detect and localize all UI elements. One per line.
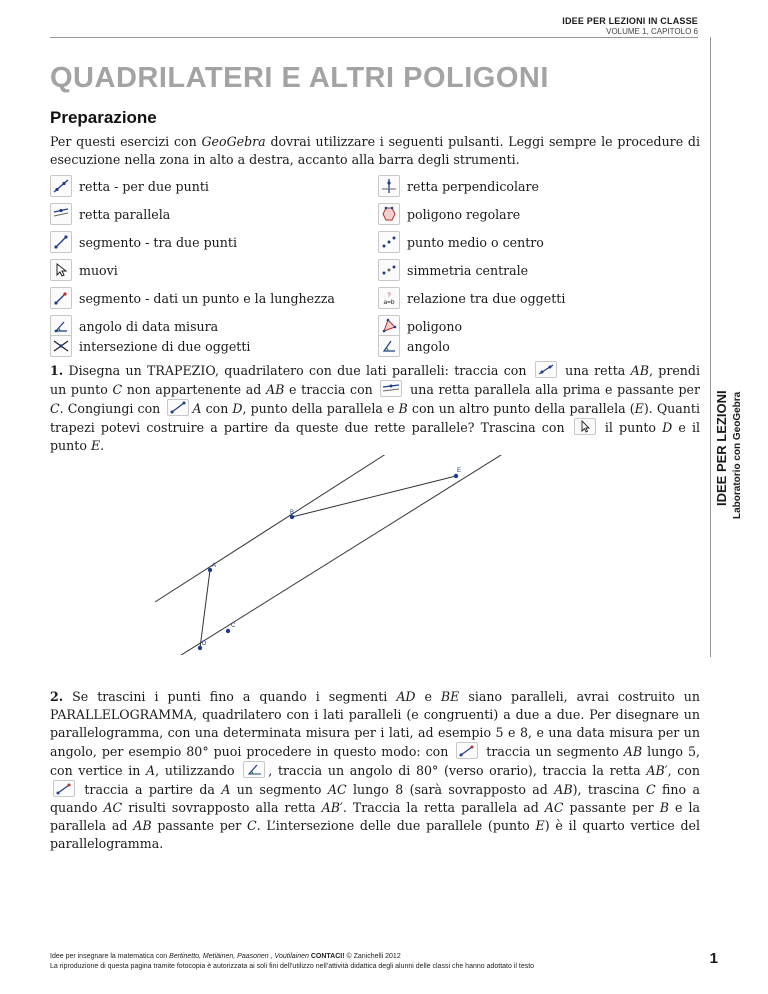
line-two-points-icon xyxy=(50,175,72,197)
tool-label: muovi xyxy=(79,262,118,278)
tool-item xyxy=(50,288,335,308)
sidebar-main: IDEE PER LEZIONI xyxy=(714,390,729,506)
tool-item xyxy=(378,204,520,224)
tool-item xyxy=(378,288,565,308)
move-arrow-icon xyxy=(50,259,72,281)
regular-polygon-icon xyxy=(378,203,400,225)
svg-text:?: ? xyxy=(387,293,391,299)
parallel-line xyxy=(170,455,525,655)
line-ab xyxy=(155,455,392,602)
perpendicular-line-icon xyxy=(378,175,400,197)
tool-label: angolo xyxy=(407,338,450,354)
relation-icon xyxy=(378,287,400,309)
header-rule xyxy=(50,37,698,38)
svg-text:a=b: a=b xyxy=(383,299,395,306)
tool-label: retta perpendicolare xyxy=(407,178,540,194)
segment-ad xyxy=(200,570,210,648)
parallel-line-icon xyxy=(50,203,72,225)
tool-label: segmento - dati un punto e la lunghezza xyxy=(79,290,335,306)
sidebar-label xyxy=(700,300,760,550)
polygon-icon xyxy=(378,315,400,337)
tool-item xyxy=(378,336,450,356)
label-c: C xyxy=(231,623,236,629)
tool-item xyxy=(50,204,170,224)
label-a: A xyxy=(212,563,217,569)
header-volume: VOLUME 1, CAPITOLO 6 xyxy=(606,27,698,36)
angle-given-size-icon xyxy=(50,315,72,337)
tool-label: poligono xyxy=(407,318,463,334)
line-two-points-icon xyxy=(535,361,557,378)
header-series: IDEE PER LEZIONI IN CLASSE xyxy=(562,16,698,26)
tool-label: retta - per due punti xyxy=(79,178,209,194)
tool-label: angolo di data misura xyxy=(79,318,219,334)
angle-icon xyxy=(378,335,400,357)
tool-label: relazione tra due oggetti xyxy=(407,290,566,306)
tool-label: segmento - tra due punti xyxy=(79,234,237,250)
section-subtitle: Preparazione xyxy=(50,108,157,127)
segment-be xyxy=(292,476,456,517)
label-e: E xyxy=(457,468,462,474)
tool-item xyxy=(378,316,462,336)
page-number: 1 xyxy=(709,950,718,967)
tool-item xyxy=(50,260,118,280)
exercise-1: 1. Disegna un TRAPEZIO, quadrilatero con due lati paralleli: traccia con una retta AB, prendi un punto C non appartenente ad AB e traccia con una retta parallela alla prima e passante per C. Congiungi con A con D, punto della parallela e B con un altro punto della parallela (E). Quanti trapezi potevi costruire a partire da queste due rette parallele? Trascina con il punto D e il punto E. xyxy=(50,363,701,453)
tool-label: poligono regolare xyxy=(407,206,521,222)
tool-item xyxy=(50,176,209,196)
tool-label: punto medio o centro xyxy=(407,234,544,250)
label-b: B xyxy=(290,510,295,516)
tool-list xyxy=(50,176,700,354)
segment-fixed-length-icon xyxy=(456,742,478,759)
intersection-icon xyxy=(50,335,72,357)
move-arrow-icon xyxy=(574,418,596,435)
footer-credit: Idee per insegnare la matematica con Bertinetto, Metiäinen, Paasonen , Voutilainen CONTACI! © Zanichelli 2012 xyxy=(50,953,401,960)
segment-two-points-icon xyxy=(50,231,72,253)
trapezoid-figure xyxy=(150,455,530,655)
segment-fixed-length-icon xyxy=(53,780,75,797)
tool-item xyxy=(50,232,237,252)
parallel-line-icon xyxy=(380,380,402,397)
tool-item xyxy=(50,336,250,356)
angle-given-size-icon xyxy=(243,761,265,778)
footer-copyright: La riproduzione di questa pagina tramite fotocopia è autorizzata ai soli fini dell’utilizzo nell’attività didattica degli alunni delle classi che hanno adottato il testo xyxy=(50,963,535,970)
segment-two-points-icon xyxy=(167,399,189,416)
tool-item xyxy=(378,176,539,196)
exercise-2: 2. Se trascini i punti fino a quando i segmenti AD e BE siano paralleli, avrai costruito un PARALLELOGRAMMA, quadrilatero con i lati paralleli (e congruenti) a due a due. Per disegnare un parallelogramma, con una determinata misura per i lati, ad esempio 5 e 8, e una data misura per un angolo, per esempio 80° puoi procedere in questo modo: con traccia un segmento AB lungo 5, con vertice in A, utilizzando , traccia un angolo di 80° (verso orario), traccia la retta AB′, con traccia a partire da A un segmento AC lungo 8 (sarà sovrapposto ad AB), trascina C fino a quando AC risulti sovrapposto alla retta AB′. Traccia la retta parallela ad AC passante per B e la parallela ad AB passante per C. L’intersezione delle due parallele (punto E) è il quarto vertice del parallelogramma. xyxy=(50,689,700,851)
label-d: D xyxy=(202,641,207,647)
tool-item xyxy=(378,260,528,280)
point-reflection-icon xyxy=(378,259,400,281)
tool-label: retta parallela xyxy=(79,206,171,222)
tool-label: simmetria centrale xyxy=(407,262,529,278)
sidebar-sub: Laboratorio con GeoGebra xyxy=(732,391,743,519)
point-e[interactable] xyxy=(454,474,458,478)
segment-fixed-length-icon xyxy=(50,287,72,309)
tool-item xyxy=(378,232,544,252)
point-c[interactable] xyxy=(226,629,230,633)
intro-paragraph: Per questi esercizi con GeoGebra dovrai utilizzare i seguenti pulsanti. Leggi sempre le procedure di esecuzione nella zona in alto a destra, accanto alla barra degli strumenti. xyxy=(50,134,700,167)
tool-label: intersezione di due oggetti xyxy=(79,338,251,354)
tool-item xyxy=(50,316,218,336)
page-title: QUADRILATERI E ALTRI POLIGONI xyxy=(50,62,549,94)
midpoint-icon xyxy=(378,231,400,253)
